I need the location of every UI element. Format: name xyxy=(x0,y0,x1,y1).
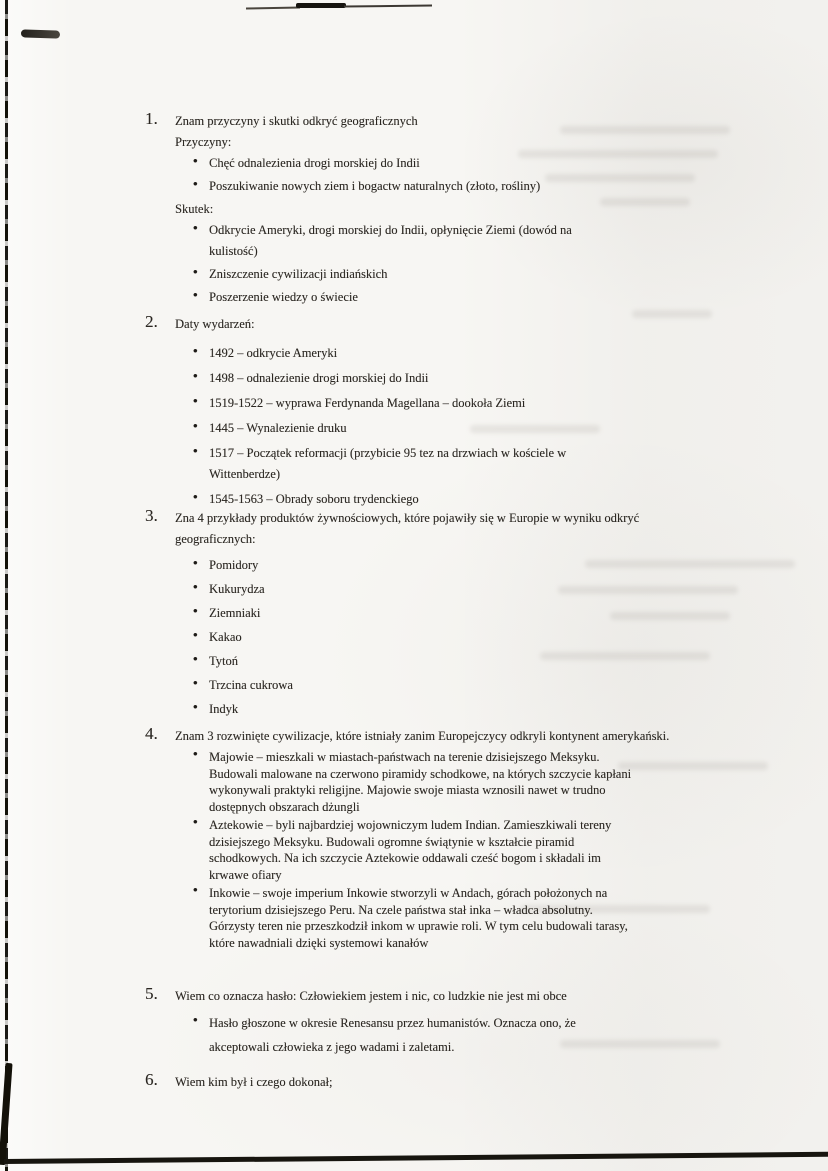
left-page-edge-scan-line xyxy=(5,0,8,1171)
bullet-text: Majowie – mieszkali w miastach-państwach na terenie dzisiejszego Meksyku. Budowali malowane na czerwono piramidy schodkowe, na których szczycie kapłani wykonywali praktyki religijne. Majowie swoje miasta wznosili nawet w trudno dostępnych obszarach dżungli xyxy=(209,750,632,814)
bullet-text: Pomidory xyxy=(209,558,259,572)
list-item xyxy=(193,651,655,672)
section-6 xyxy=(145,1072,675,1093)
list-item xyxy=(193,627,655,648)
list-item xyxy=(193,579,655,600)
bullet-icon: • xyxy=(193,393,198,408)
bullet-icon: • xyxy=(193,627,198,642)
left-edge-shadow-wedge xyxy=(0,1063,13,1165)
bullet-text: 1445 – Wynalezienie druku xyxy=(209,421,347,435)
pen-mark-artifact xyxy=(21,29,60,38)
section-number: 6. xyxy=(145,1070,158,1089)
top-scan-streak xyxy=(296,3,346,8)
bullet-list xyxy=(193,1011,675,1059)
bullet-icon: • xyxy=(193,176,198,191)
bullet-icon: • xyxy=(193,699,198,714)
list-item xyxy=(193,176,619,197)
bullet-text: Hasło głoszone w okresie Renesansu przez humanistów. Oznacza ono, że akceptowali człowieka z jego wadami i zaletami. xyxy=(209,1016,576,1054)
bullet-icon: • xyxy=(193,287,198,302)
bullet-list xyxy=(193,343,675,510)
section-title: Wiem kim był i czego dokonał; xyxy=(175,1075,333,1089)
list-item xyxy=(193,746,634,815)
list-item xyxy=(193,153,619,174)
section-number: 2. xyxy=(145,312,158,331)
top-scan-streak xyxy=(246,7,300,10)
bullet-text: 1519-1522 – wyprawa Ferdynanda Magellana – dookoła Ziemi xyxy=(209,396,526,410)
list-item xyxy=(193,393,619,414)
list-item xyxy=(193,814,634,883)
section-4 xyxy=(145,726,675,953)
bullet-list xyxy=(193,153,675,197)
bullet-icon: • xyxy=(193,489,198,504)
list-item xyxy=(193,343,619,364)
list-item xyxy=(193,675,655,696)
bullet-text: 1545-1563 – Obrady soboru trydenckiego xyxy=(209,492,419,506)
bullet-list xyxy=(193,555,655,720)
section-title: Wiem co oznacza hasło: Człowiekiem jestem i nic, co ludzkie nie jest mi obce xyxy=(175,989,567,1003)
list-item xyxy=(193,489,619,510)
section-title: Daty wydarzeń: xyxy=(175,317,255,331)
list-item xyxy=(193,699,655,720)
bullet-icon: • xyxy=(193,746,198,761)
bullet-icon: • xyxy=(193,343,198,358)
bullet-text: Kakao xyxy=(209,630,242,644)
bullet-icon: • xyxy=(193,579,198,594)
section-number: 5. xyxy=(145,984,158,1003)
list-item xyxy=(193,882,634,951)
bullet-icon: • xyxy=(193,368,198,383)
section-3 xyxy=(145,508,655,723)
bullet-icon: • xyxy=(193,814,198,829)
bullet-icon: • xyxy=(193,443,198,458)
bullet-icon: • xyxy=(193,1012,198,1027)
group-label-causes: Przyczyny: xyxy=(175,135,232,149)
bullet-text: 1498 – odnalezienie drogi morskiej do Indii xyxy=(209,371,429,385)
section-number: 4. xyxy=(145,724,158,743)
section-1 xyxy=(145,111,675,310)
section-number: 3. xyxy=(145,506,158,525)
section-number: 1. xyxy=(145,109,158,128)
bullet-icon: • xyxy=(193,220,198,235)
bullet-text: Trzcina cukrowa xyxy=(209,678,293,692)
bullet-icon: • xyxy=(193,153,198,168)
bullet-text: 1517 – Początek reformacji (przybicie 95 tez na drzwiach w kościele w Wittenberdze) xyxy=(209,446,567,481)
bullet-icon: • xyxy=(193,882,198,897)
list-item xyxy=(193,555,655,576)
section-5 xyxy=(145,986,675,1061)
bullet-text: Kukurydza xyxy=(209,582,265,596)
bullet-list xyxy=(193,220,675,308)
bullet-text: Inkowie – swoje imperium Inkowie stworzyli w Andach, górach położonych na terytorium dzisiejszego Peru. Na czele państwa stał inka – władca absolutny. Górzysty teren nie przeszkodził inkom w uprawie roli. W tym celu budowali tarasy, które nawadniali dzięki systemowi kanałów xyxy=(209,886,628,950)
top-scan-streak xyxy=(344,5,432,8)
list-item xyxy=(193,1011,609,1059)
bullet-icon: • xyxy=(193,603,198,618)
bullet-text: Indyk xyxy=(209,702,239,716)
bullet-icon: • xyxy=(193,264,198,279)
section-title: Zna 4 przykłady produktów żywnościowych, które pojawiły się w Europie w wyniku odkryć geograficznych: xyxy=(175,511,640,546)
bullet-text: 1492 – odkrycie Ameryki xyxy=(209,346,338,360)
section-title: Znam przyczyny i skutki odkryć geograficznych xyxy=(175,114,418,128)
bullet-text: Tytoń xyxy=(209,654,238,668)
section-2 xyxy=(145,314,675,514)
bullet-icon: • xyxy=(193,555,198,570)
bullet-text: Aztekowie – byli najbardziej wojowniczym ludem Indian. Zamieszkiwali tereny dzisiejszego Meksyku. Budowali ogromne świątynie w kształcie piramid schodkowych. Na ich szczycie Aztekowie oddawali cześć bogom i składali im krwawe ofiary xyxy=(209,818,612,882)
list-item xyxy=(193,264,619,285)
bullet-text: Poszerzenie wiedzy o świecie xyxy=(209,290,358,304)
bullet-icon: • xyxy=(193,651,198,666)
bullet-text: Zniszczenie cywilizacji indiańskich xyxy=(209,267,388,281)
list-item xyxy=(193,418,619,439)
list-item xyxy=(193,603,655,624)
bullet-text: Chęć odnalezienia drogi morskiej do Indii xyxy=(209,156,420,170)
bullet-text: Odkrycie Ameryki, drogi morskiej do Indii, opłynięcie Ziemi (dowód na kulistość) xyxy=(209,223,572,258)
bullet-text: Ziemniaki xyxy=(209,606,261,620)
bullet-text: Poszukiwanie nowych ziem i bogactw naturalnych (złoto, rośliny) xyxy=(209,179,541,193)
section-title: Znam 3 rozwinięte cywilizacje, które istniały zanim Europejczycy odkryli kontynent amerykański. xyxy=(175,729,670,743)
bullet-list xyxy=(193,746,675,951)
bottom-page-edge-scan-line xyxy=(4,1152,828,1164)
list-item xyxy=(193,443,619,485)
bullet-icon: • xyxy=(193,418,198,433)
bullet-icon: • xyxy=(193,675,198,690)
list-item xyxy=(193,287,619,308)
list-item xyxy=(193,220,619,262)
list-item xyxy=(193,368,619,389)
group-label-effects: Skutek: xyxy=(175,202,214,216)
